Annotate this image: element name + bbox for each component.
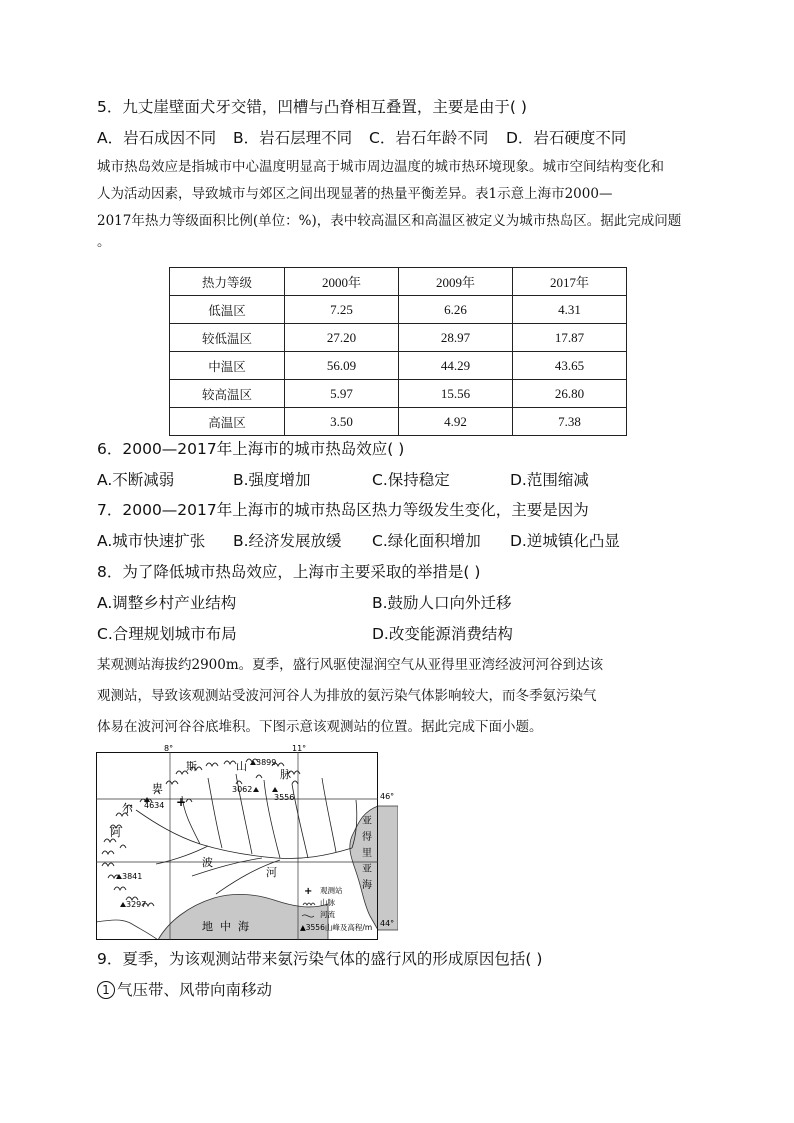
lon-label-11: 11° — [292, 744, 307, 753]
legend-station-label: 观测站 — [320, 886, 343, 895]
peak-elevation: 3062 — [232, 785, 253, 794]
table-cell: 15.56 — [399, 380, 513, 408]
coast-line — [96, 920, 158, 940]
lat-label-46: 46° — [380, 792, 395, 801]
sea-label-char: 海 — [362, 880, 372, 891]
river-label-char: 波 — [202, 856, 213, 869]
passage-heat-island — [97, 154, 699, 249]
sea-label-char: 得 — [362, 832, 372, 843]
table-cell: 7.25 — [285, 296, 399, 324]
table-cell: 44.29 — [399, 352, 513, 380]
table-header-row — [170, 268, 627, 296]
table-cell: 27.20 — [285, 324, 399, 352]
q6-option-c: C.保持稳定 — [372, 471, 450, 489]
table-cell: 56.09 — [285, 352, 399, 380]
peak-elevation: 3841 — [122, 872, 143, 881]
legend-mountain-label: 山脉 — [320, 898, 335, 907]
table-cell: 低温区 — [170, 296, 285, 324]
sea-label-char: 里 — [362, 848, 372, 859]
peak-elevation: 3556 — [274, 793, 295, 802]
station-marker-icon: + — [176, 795, 187, 809]
q8-option-b: B.鼓励人口向外迁移 — [372, 594, 512, 612]
table-cell: 26.80 — [513, 380, 627, 408]
q7-option-d: D.逆城镇化凸显 — [510, 532, 620, 550]
table-cell: 3.50 — [285, 408, 399, 436]
question-8-stem: 8．为了降低城市热岛效应，上海市主要采取的举措是( ) — [97, 563, 481, 581]
peak-markers — [116, 758, 294, 909]
q5-option-d: D．岩石硬度不同 — [506, 129, 627, 147]
q5-option-b: B．岩石层理不同 — [233, 129, 353, 147]
passage-line: 城市热岛效应是指城市中心温度明显高于城市周边温度的城市热环境现象。城市空间结构变化和 — [97, 159, 664, 175]
table-row — [170, 296, 627, 324]
passage-line: 。 — [97, 234, 111, 250]
table-row — [170, 324, 627, 352]
range-label-char: 脉 — [280, 768, 291, 781]
q5-option-c: C．岩石年龄不同 — [369, 129, 489, 147]
adriatic-sea — [350, 806, 398, 930]
mediterranean-sea — [158, 894, 328, 940]
q6-option-d: D.范围缩减 — [510, 471, 589, 489]
question-5-stem: 5．九丈崖壁面犬牙交错，凹槽与凸脊相互叠置，主要是由于( ) — [97, 98, 527, 116]
q7-option-a: A.城市快速扩张 — [97, 532, 206, 550]
legend-station-icon: + — [304, 886, 313, 897]
range-label-char: 山 — [236, 760, 247, 773]
table-cell: 较高温区 — [170, 380, 285, 408]
table-cell: 43.65 — [513, 352, 627, 380]
q6-option-a: A.不断减弱 — [97, 471, 175, 489]
passage-line: 某观测站海拔约2900m。夏季，盛行风驱使湿润空气从亚得里亚湾经波河河谷到达该 — [97, 657, 604, 673]
table-cell: 17.87 — [513, 324, 627, 352]
table-cell: 高温区 — [170, 408, 285, 436]
table-header-cell: 2017年 — [513, 268, 627, 296]
range-label-char: 斯 — [186, 760, 197, 773]
legend-peak-label: ▲3556山峰及高程/m — [300, 923, 373, 932]
table-row — [170, 408, 627, 436]
lat-label-44: 44° — [380, 919, 395, 928]
table-cell: 4.92 — [399, 408, 513, 436]
range-label-char: 卑 — [152, 782, 163, 795]
q7-option-c: C.绿化面积增加 — [372, 532, 481, 550]
q9-item-1 — [97, 980, 272, 1000]
peak-triangle-icon — [253, 787, 259, 792]
table-header-cell: 2000年 — [285, 268, 399, 296]
legend-river-label: 河流 — [320, 910, 335, 919]
sea-label-char: 亚 — [362, 864, 372, 875]
peak-elevation: 3899 — [256, 758, 277, 767]
item-number-circle: 1 — [97, 981, 115, 999]
range-label-char: 尔 — [122, 802, 133, 815]
q7-option-b: B.经济发展放缓 — [233, 532, 342, 550]
q5-option-a: A．岩石成因不同 — [97, 129, 217, 147]
peak-elevation: 3297 — [126, 900, 147, 909]
peak-triangle-icon — [272, 787, 278, 792]
table-cell: 6.26 — [399, 296, 513, 324]
question-7-stem: 7．2000—2017年上海市的城市热岛区热力等级发生变化，主要是因为 — [97, 501, 589, 519]
po-valley-map — [96, 744, 398, 940]
sea-label-char: 亚 — [362, 816, 372, 827]
passage-line: 观测站，导致该观测站受波河河谷人为排放的氨污染气体影响较大，而冬季氨污染气 — [97, 688, 597, 704]
q8-option-a: A.调整乡村产业结构 — [97, 594, 237, 612]
question-6-stem: 6．2000—2017年上海市的城市热岛效应( ) — [97, 440, 405, 458]
legend-mountain-icon — [303, 903, 315, 905]
lon-label-8: 8° — [164, 744, 174, 753]
passage-line: 2017年热力等级面积比例(单位：%)，表中较高温区和高温区被定义为城市热岛区。据此完成问题 — [97, 213, 682, 229]
passage-observation-station — [97, 650, 699, 743]
q9-item-1-text: 气压带、风带向南移动 — [117, 981, 273, 999]
table-cell: 7.38 — [513, 408, 627, 436]
q8-option-c: C.合理规划城市布局 — [97, 625, 237, 643]
mountain-range-icon — [102, 759, 300, 906]
q8-option-d: D.改变能源消费结构 — [372, 625, 513, 643]
table-cell: 4.31 — [513, 296, 627, 324]
table-cell: 5.97 — [285, 380, 399, 408]
table-cell: 28.97 — [399, 324, 513, 352]
passage-line: 体易在波河河谷谷底堆积。下图示意该观测站的位置。据此完成下面小题。 — [97, 719, 543, 735]
table-row — [170, 352, 627, 380]
peak-elevation: 4634 — [144, 801, 165, 810]
table-row — [170, 380, 627, 408]
table-header-cell: 2009年 — [399, 268, 513, 296]
table-cell: 中温区 — [170, 352, 285, 380]
range-label-char: 阿 — [110, 826, 121, 839]
question-9-stem: 9．夏季，为该观测站带来氨污染气体的盛行风的形成原因包括( ) — [97, 950, 543, 968]
table-header-cell: 热力等级 — [170, 268, 285, 296]
table-cell: 较低温区 — [170, 324, 285, 352]
mediterranean-label: 地 中 海 — [202, 920, 249, 933]
river-label-char: 河 — [266, 866, 277, 879]
q6-option-b: B.强度增加 — [233, 471, 311, 489]
passage-line: 人为活动因素，导致城市与郊区之间出现显著的热量平衡差异。表1示意上海市2000— — [97, 186, 613, 202]
heat-level-table — [169, 267, 627, 436]
